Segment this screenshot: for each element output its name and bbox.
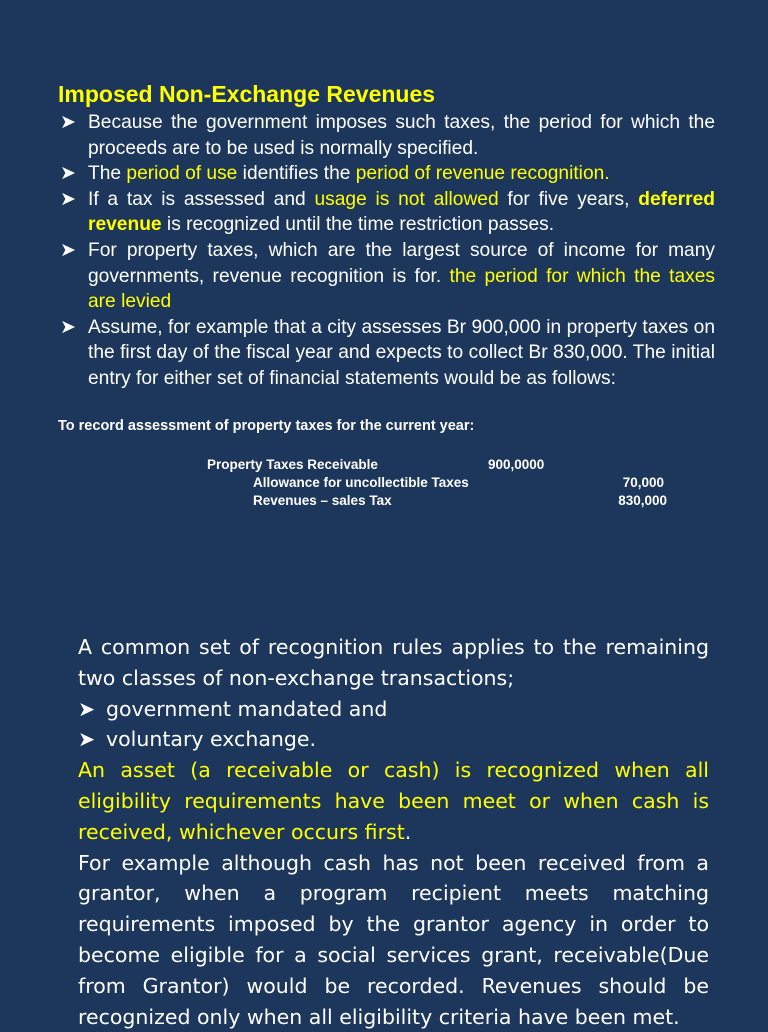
highlight-text: An asset (a receivable or cash) is recognized when all eligibility requirements have been meet or when cash is received, whichever occurs first <box>78 758 709 844</box>
highlight-text: usage is not allowed <box>314 188 499 210</box>
arrow-bullet-icon: ➤ <box>60 112 77 133</box>
journal-row <box>0 456 768 474</box>
arrow-bullet-icon: ➤ <box>78 727 96 752</box>
intro-paragraph: A common set of recognition rules applies to the remaining two classes of non-exchange transactions; <box>78 635 709 690</box>
bullet-text: Assume, for example that a city assesses Br 900,000 in property taxes on the first day of the fiscal year and expects to collect Br 830,000. The initial entry for either set of financial statements would be as follows: <box>88 316 715 389</box>
arrow-bullet-icon: ➤ <box>60 163 77 185</box>
journal-row <box>0 474 768 492</box>
sub-list-item <box>78 694 709 725</box>
journal-account: Revenues – sales Tax <box>253 493 392 508</box>
bullet-text: For property taxes, which are the largest source of income for many governments, revenue recognition is for. <box>88 239 715 287</box>
journal-debit: 900,0000 <box>488 457 545 472</box>
highlight-text: period of use <box>126 163 238 185</box>
bullet-text: If a tax is assessed and <box>88 188 315 210</box>
bullet-text: is recognized until the time restriction passes. <box>161 214 555 236</box>
sub-item-text: voluntary exchange. <box>106 727 317 752</box>
sub-item-text: government mandated and <box>106 696 388 721</box>
journal-row <box>0 492 768 510</box>
highlight-text: period of revenue recognition. <box>355 163 610 185</box>
example-paragraph: For example although cash has not been received from a grantor, when a program recipient meets matching requirements imposed by the grantor agency in order to become eligible for a social services grant, receivable(Due from Grantor) would be recorded. Revenues should be recognized only when all eligibility criteria have been met. <box>78 850 709 1029</box>
highlight-text: the period for which the taxes are levied <box>88 265 715 313</box>
bullet-text: Because the government imposes such taxes, the period for which the proceeds are to be used is normally specified. <box>88 112 715 159</box>
sub-list-item <box>78 724 709 755</box>
journal-account: Allowance for uncollectible Taxes <box>253 475 469 490</box>
bullet-text: The <box>88 163 127 185</box>
record-heading: To record assessment of property taxes for the current year: <box>58 418 475 434</box>
arrow-bullet-icon: ➤ <box>78 696 96 721</box>
slide-title: Imposed Non-Exchange Revenues <box>58 81 436 107</box>
highlight-bold-text: deferred revenue <box>88 188 716 236</box>
bullet-text: for five years, <box>498 188 639 210</box>
slide-top <box>58 80 715 392</box>
journal-entry <box>0 456 768 510</box>
journal-credit: 70,000 <box>622 475 664 490</box>
slide-bottom <box>78 632 709 1032</box>
journal-account: Property Taxes Receivable <box>207 457 378 472</box>
arrow-bullet-icon: ➤ <box>60 316 77 338</box>
paragraph-end: . <box>404 819 412 844</box>
bullet-list <box>58 110 715 392</box>
bullet-item <box>58 315 715 392</box>
recognition-rule-paragraph <box>78 755 709 847</box>
bullet-item <box>58 238 715 315</box>
bullet-item <box>58 110 715 161</box>
bullet-text: identifies the <box>237 163 356 185</box>
bullet-item <box>58 187 715 238</box>
arrow-bullet-icon: ➤ <box>60 188 77 210</box>
bullet-item <box>58 161 715 187</box>
journal-credit: 830,000 <box>618 493 667 508</box>
arrow-bullet-icon: ➤ <box>60 239 77 261</box>
